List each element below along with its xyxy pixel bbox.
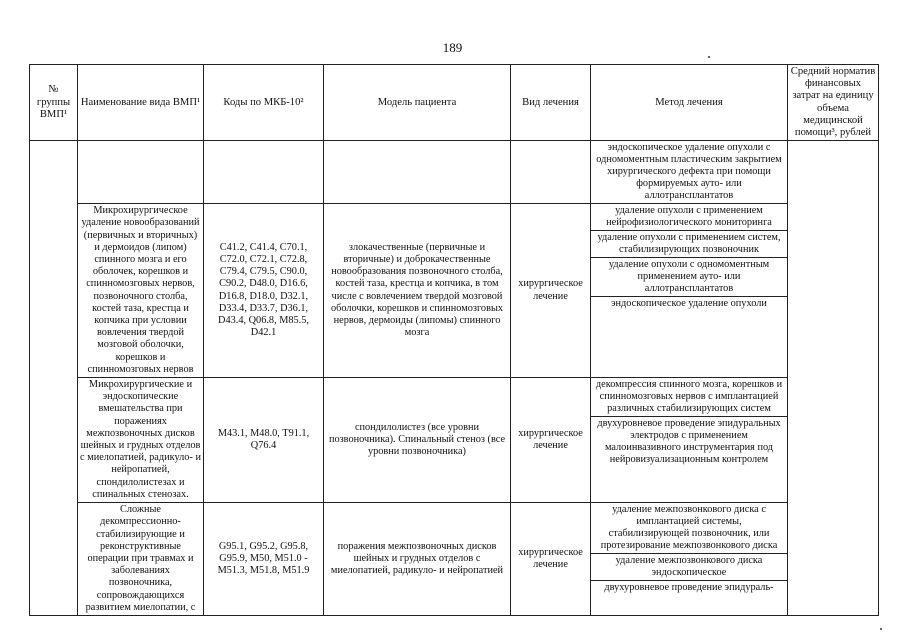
header-codes: Коды по МКБ-10² [204, 65, 324, 141]
table-row [30, 141, 879, 204]
cell-codes: C41.2, C41.4, C70.1, C72.0, C72.1, C72.8, C79.4, C79.5, C90.0, C90.2, D48.0, D16.6, D16.8, D18.0, D32.1, D33.4, D33.7, D36.1, D43.4, Q06.8, M85.5, D42.1 [204, 204, 324, 378]
cell-model: спондилолистез (все уровни позвоночника). Спинальный стеноз (все уровни позвоночника) [324, 378, 511, 503]
cell-name: Сложные декомпрессионно-стабилизирующие и реконструктивные операции при травмах и заболеваниях позвоночника, сопровождающихся развитием миелопатии, с [78, 503, 204, 616]
method-item: эндоскопическое удаление опухоли с одномоментным пластическим закрытием хирургического дефекта при помощи формируемых ауто- или аллотрансплантатов [596, 142, 782, 202]
method-item: удаление межпозвонкового диска эндоскопическое [591, 554, 787, 581]
cell-treatment: хирургическое лечение [511, 204, 591, 378]
table-header-row [30, 65, 879, 141]
cell-methods [591, 378, 788, 503]
method-item: эндоскопическое удаление опухоли [611, 298, 767, 310]
cell-methods [591, 503, 788, 616]
cell-treatment: хирургическое лечение [511, 378, 591, 503]
cell-treatment: хирургическое лечение [511, 503, 591, 616]
scan-speck [880, 628, 882, 630]
cell-name [78, 141, 204, 204]
header-name: Наименование вида ВМП¹ [78, 65, 204, 141]
cell-model: поражения межпозвоночных дисков шейных и грудных отделов с миелопатией, радикуло- и нейропатией [324, 503, 511, 616]
page-number: 189 [442, 40, 463, 55]
cell-codes: G95.1, G95.2, G95.8, G95.9, M50, M51.0 - M51.3, M51.8, M51.9 [204, 503, 324, 616]
method-item: удаление межпозвонкового диска с имплантацией системы, стабилизирующей позвоночник, или протезирование межпозвонкового диска [591, 503, 787, 554]
header-method: Метод лечения [591, 65, 788, 141]
vmp-table [29, 64, 879, 616]
header-group: № группы ВМП¹ [30, 65, 78, 141]
cell-norm [788, 141, 879, 616]
method-item: удаление опухоли с одномоментным применением ауто- или аллотрансплантатов [591, 258, 787, 297]
method-item: удаление опухоли с применением нейрофизиологического мониторинга [591, 204, 787, 231]
cell-treatment [511, 141, 591, 204]
method-item: двухуровневое проведение эпидуральных электродов с применением малоинвазивного инструментария под нейровизуализационным контролем [597, 418, 781, 466]
cell-name: Микрохирургические и эндоскопические вмешательства при поражениях межпозвоночных дисков шейных и грудных отделов с миелопатией, радикуло- и нейропатией, спондилолистезах и спинальных стенозах. [78, 378, 204, 503]
method-item: двухуровневое проведение эпидураль- [604, 582, 774, 594]
table-row [30, 204, 879, 378]
method-item: удаление опухоли с применением систем, стабилизирующих позвоночник [591, 231, 787, 258]
table-row [30, 503, 879, 616]
cell-methods [591, 204, 788, 378]
cell-methods [591, 141, 788, 204]
table-row [30, 378, 879, 503]
cell-model [324, 141, 511, 204]
header-treatment: Вид лечения [511, 65, 591, 141]
scan-speck [708, 56, 710, 58]
header-model: Модель пациента [324, 65, 511, 141]
cell-codes [204, 141, 324, 204]
cell-group [30, 141, 78, 616]
method-item: декомпрессия спинного мозга, корешков и спинномозговых нервов с имплантацией различных стабилизирующих систем [591, 378, 787, 417]
header-norm: Средний норматив финансовых затрат на единицу объема медицинской помощи³, рублей [788, 65, 879, 141]
cell-model: злокачественные (первичные и вторичные) и доброкачественные новообразования позвоночного столба, костей таза, крестца и копчика, в том числе с вовлечением твердой мозговой оболочки, корешков и спинномозговых нервов, дермоиды (липомы) спинного мозга [324, 204, 511, 378]
cell-codes: M43.1, M48.0, T91.1, Q76.4 [204, 378, 324, 503]
cell-name: Микрохирургическое удаление новообразований (первичных и вторичных) и дермоидов (липом) спинного мозга и его оболочек, корешков и спинномозговых нервов, позвоночного столба, костей таза, крестца и копчика при условии вовлечения твердой мозговой оболочки, корешков и спинномозговых нервов [78, 204, 204, 378]
